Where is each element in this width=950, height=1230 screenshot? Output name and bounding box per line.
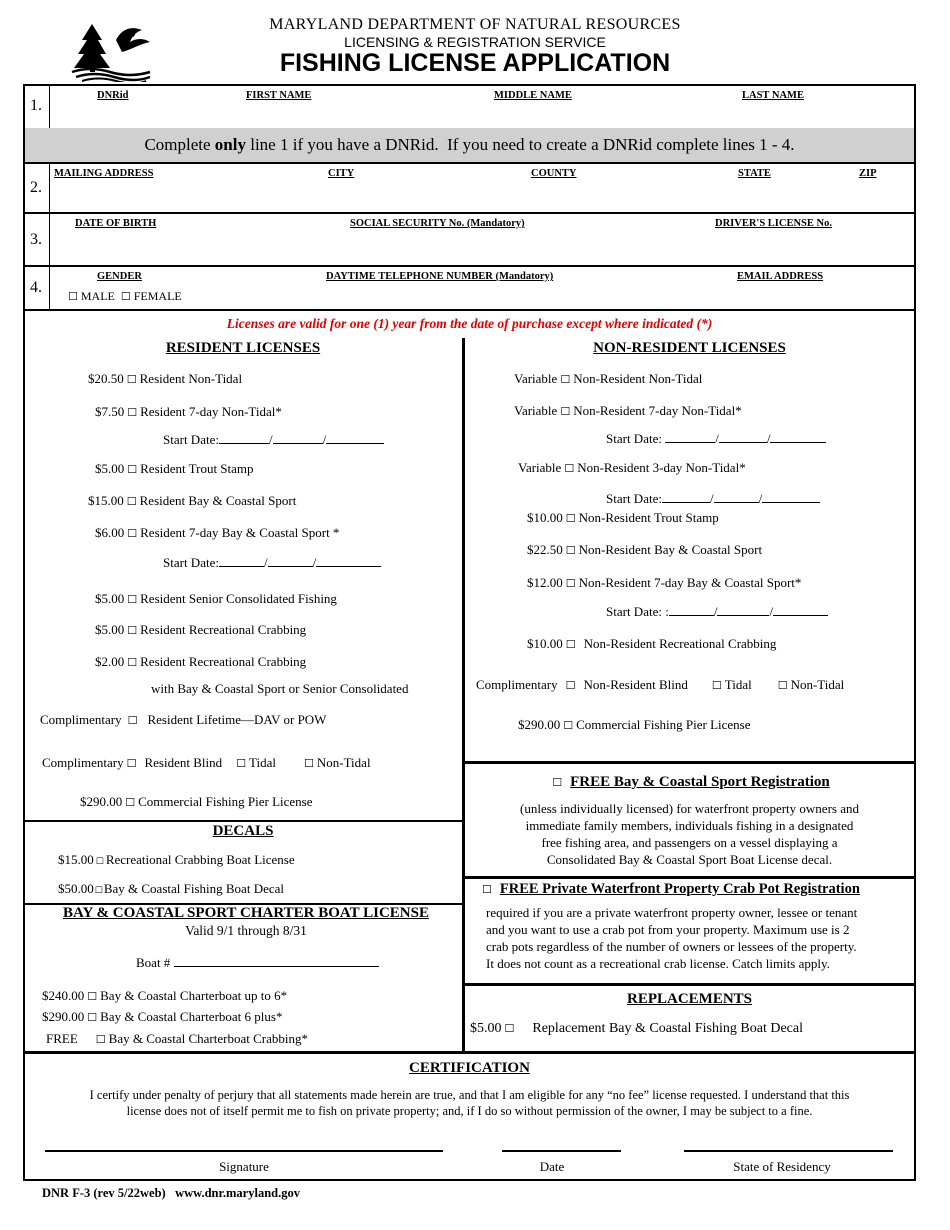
female-label: FEMALE: [133, 289, 182, 303]
label: Non-Resident Blind: [583, 677, 688, 692]
dnr-logo: [70, 20, 152, 82]
validity-note: Licenses are valid for one (1) year from the date of purchase except where indicated (*): [226, 316, 713, 331]
footer: [42, 1186, 300, 1201]
checkbox[interactable]: ☐: [126, 373, 137, 386]
label: Commercial Fishing Pier License: [576, 717, 751, 732]
tidal-label: Tidal: [724, 677, 752, 692]
state-line[interactable]: [684, 1150, 893, 1152]
price: Variable: [514, 403, 558, 418]
instruction-banner: [23, 128, 916, 162]
checkbox[interactable]: ☐: [127, 714, 138, 727]
nonresident-item[interactable]: [518, 717, 751, 733]
price: $240.00: [42, 988, 85, 1003]
label: Resident Blind: [144, 755, 223, 770]
divider: [23, 820, 463, 822]
website-url[interactable]: www.dnr.maryland.gov: [175, 1186, 300, 1200]
tidal-checkbox[interactable]: ☐: [236, 757, 246, 770]
price: $290.00: [518, 717, 561, 732]
tidal-label: Tidal: [249, 755, 276, 770]
text-line: license does not of itself permit me to fish on private property; and, if I do so without permission of the owner, I may be subject to a fine.: [126, 1104, 813, 1118]
row-number: 1.: [23, 84, 50, 128]
start-date-label: Start Date: :: [606, 604, 669, 619]
label: Commercial Fishing Pier License: [138, 794, 313, 809]
first-name-label: FIRST NAME: [246, 90, 312, 101]
start-date-label: Start Date:: [606, 491, 662, 506]
state-label: State of Residency: [733, 1159, 831, 1174]
resident-item[interactable]: [40, 712, 326, 728]
ssn-label: SOCIAL SECURITY No. (Mandatory): [350, 218, 525, 229]
price: Complimentary: [40, 712, 122, 727]
price: $290.00: [80, 794, 123, 809]
price: $15.00: [88, 493, 124, 508]
nonresident-item[interactable]: [527, 575, 801, 591]
dnrid-label: DNRid: [97, 90, 129, 101]
resident-item[interactable]: [95, 622, 306, 638]
label: Recreational Crabbing Boat License: [105, 852, 295, 867]
mailing-address-label: MAILING ADDRESS: [54, 168, 154, 179]
banner-text-post: line 1 if you have a DNRid. If you need to create a DNRid complete lines 1 - 4.: [245, 135, 795, 154]
city-label: CITY: [328, 168, 355, 179]
charter-item[interactable]: [42, 988, 287, 1004]
checkbox[interactable]: ☐: [94, 886, 103, 896]
label: Resident Lifetime—DAV or POW: [147, 712, 327, 727]
resident-item[interactable]: [88, 493, 296, 509]
label: Non-Resident Non-Tidal: [573, 371, 703, 386]
label: Resident Non-Tidal: [139, 371, 243, 386]
state-label: STATE: [738, 168, 771, 179]
charter-valid: Valid 9/1 through 8/31: [185, 923, 307, 938]
price: $6.00: [95, 525, 125, 540]
decal-item[interactable]: [58, 881, 284, 897]
middle-name-label: MIDDLE NAME: [494, 90, 572, 101]
checkbox[interactable]: ☐: [565, 512, 576, 525]
checkbox[interactable]: ☐: [126, 495, 137, 508]
price: $5.00: [470, 1021, 502, 1036]
male-checkbox[interactable]: ☐: [68, 290, 78, 303]
dob-label: DATE OF BIRTH: [75, 218, 157, 229]
free-crab-heading-text: FREE Private Waterfront Property Crab Pot Registration: [499, 881, 860, 897]
price: $290.00: [42, 1009, 85, 1024]
non-tidal-label: Non-Tidal: [316, 755, 371, 770]
replacement-item[interactable]: [470, 1021, 803, 1037]
start-date-label: Start Date:: [606, 431, 662, 446]
price: $15.00: [58, 852, 94, 867]
nonresident-item[interactable]: [514, 371, 702, 387]
certification-text: [30, 1087, 909, 1119]
checkbox[interactable]: ☐: [95, 857, 104, 867]
boat-number-field[interactable]: [136, 954, 379, 971]
nonresident-item[interactable]: [527, 636, 776, 652]
resident-heading: RESIDENT LICENSES: [165, 340, 321, 356]
checkbox[interactable]: ☐: [564, 462, 575, 475]
row-4: [23, 267, 916, 311]
nonresident-blind-item[interactable]: [476, 677, 844, 693]
male-label: MALE: [80, 289, 115, 303]
free-crab-text: [486, 904, 914, 972]
text-line: required if you are a private waterfront property owner, lessee or tenant: [486, 905, 858, 920]
nonresident-item[interactable]: [527, 542, 762, 558]
label: Non-Resident Trout Stamp: [578, 510, 719, 525]
crabbing-note: with Bay & Coastal Sport or Senior Consolidated: [151, 681, 409, 696]
start-date-field[interactable]: Start Date: : / /: [606, 603, 828, 620]
service-name: LICENSING & REGISTRATION SERVICE: [344, 34, 606, 50]
tidal-checkbox[interactable]: ☐: [711, 679, 722, 692]
nonresident-heading: NON-RESIDENT LICENSES: [593, 340, 786, 356]
label: Replacement Bay & Coastal Fishing Boat Decal: [532, 1021, 803, 1036]
non-tidal-checkbox[interactable]: ☐: [303, 757, 314, 770]
price: $5.00: [95, 591, 125, 606]
date-line[interactable]: [502, 1150, 621, 1152]
resident-blind-item[interactable]: [42, 755, 371, 771]
start-date-field[interactable]: Start Date: / /: [163, 554, 381, 571]
row-2: [23, 162, 916, 214]
drivers-license-label: DRIVER'S LICENSE No.: [715, 218, 832, 229]
text-line: Consolidated Bay & Coastal Sport Boat License decal.: [546, 852, 833, 867]
price: $10.00: [527, 510, 563, 525]
agency-name: MARYLAND DEPARTMENT OF NATURAL RESOURCES: [269, 16, 681, 33]
gender-label: GENDER: [97, 271, 142, 282]
banner-text-bold: only: [214, 135, 246, 154]
checkbox[interactable]: ☐: [560, 373, 571, 386]
nonresident-item[interactable]: [518, 460, 746, 476]
label: Bay & Coastal Charterboat up to 6*: [100, 988, 288, 1003]
checkbox[interactable]: ☐: [565, 577, 576, 590]
text-line: and you want to use a crab pot from your property. Maximum use is 2: [486, 922, 850, 937]
label: Non-Resident 3-day Non-Tidal*: [577, 460, 746, 475]
label: Bay & Coastal Charterboat 6 plus*: [100, 1009, 283, 1024]
label: Non-Resident 7-day Bay & Coastal Sport*: [578, 575, 802, 590]
label: Bay & Coastal Charterboat Crabbing*: [108, 1031, 308, 1046]
divider: [463, 983, 916, 986]
text-line: immediate family members, individuals fishing in a designated: [525, 818, 854, 833]
start-date-field[interactable]: Start Date: / /: [163, 431, 384, 448]
checkbox[interactable]: ☐: [125, 796, 136, 809]
checkbox[interactable]: ☐: [560, 405, 571, 418]
text-line: crab pots regardless of the number of owners or lessees of the property.: [486, 939, 857, 954]
county-label: COUNTY: [531, 168, 577, 179]
non-tidal-label: Non-Tidal: [790, 677, 845, 692]
free-bay-heading: [465, 774, 914, 791]
row-number: 3.: [23, 214, 50, 265]
text-line: I certify under penalty of perjury that all statements made herein are true, and that I am eligible for any “no fee” license requested. I understand that this: [89, 1088, 850, 1102]
checkbox[interactable]: ☐: [127, 656, 138, 669]
column-divider: [462, 338, 465, 1053]
free-bay-text: [465, 800, 914, 868]
start-date-label: Start Date:: [163, 432, 219, 447]
resident-item[interactable]: [95, 654, 306, 670]
label: Resident Bay & Coastal Sport: [139, 493, 297, 508]
non-tidal-checkbox[interactable]: ☐: [777, 679, 788, 692]
female-checkbox[interactable]: ☐: [120, 290, 131, 303]
price: $20.50: [88, 371, 124, 386]
checkbox[interactable]: ☐: [565, 544, 576, 557]
nonresident-item[interactable]: [527, 510, 719, 526]
label: Resident Recreational Crabbing: [140, 654, 307, 669]
row-number: 2.: [23, 164, 50, 212]
checkbox[interactable]: ☐: [87, 990, 98, 1003]
date-label: Date: [539, 1159, 565, 1174]
label: Non-Resident Bay & Coastal Sport: [578, 542, 763, 557]
charter-heading: BAY & COASTAL SPORT CHARTER BOAT LICENSE: [63, 905, 429, 921]
start-date-field[interactable]: Start Date: / /: [606, 430, 826, 447]
form-number: DNR F-3 (rev 5/22web): [42, 1186, 166, 1200]
form-title: FISHING LICENSE APPLICATION: [279, 49, 671, 77]
last-name-label: LAST NAME: [742, 90, 804, 101]
price: Variable: [514, 371, 558, 386]
label: Resident Recreational Crabbing: [140, 622, 307, 637]
checkbox[interactable]: ☐: [127, 463, 138, 476]
nonresident-item[interactable]: [514, 403, 742, 419]
free-crab-checkbox[interactable]: ☐: [482, 883, 492, 896]
checkbox[interactable]: ☐: [127, 406, 138, 419]
replacements-heading: REPLACEMENTS: [626, 991, 753, 1007]
start-date-label: Start Date:: [163, 555, 219, 570]
text-line: free fishing area, and passengers on a vessel displaying a: [541, 835, 838, 850]
free-crab-heading: [465, 881, 914, 898]
price: $10.00: [527, 636, 563, 651]
signature-label: Signature: [219, 1159, 269, 1174]
checkbox[interactable]: ☐: [127, 593, 138, 606]
phone-label: DAYTIME TELEPHONE NUMBER (Mandatory): [326, 271, 554, 282]
checkbox[interactable]: ☐: [565, 679, 576, 692]
price: Complimentary: [42, 755, 124, 770]
checkbox[interactable]: ☐: [126, 757, 137, 770]
divider: [463, 876, 916, 879]
checkbox[interactable]: ☐: [127, 624, 138, 637]
start-date-field[interactable]: Start Date: / /: [606, 490, 820, 507]
label: Resident Trout Stamp: [140, 461, 254, 476]
free-bay-checkbox[interactable]: ☐: [552, 776, 563, 789]
price: $50.00: [58, 881, 94, 896]
price: $7.50: [95, 404, 125, 419]
label: Resident 7-day Non-Tidal*: [140, 404, 282, 419]
charter-item[interactable]: [42, 1009, 282, 1025]
banner-text-pre: Complete: [144, 135, 215, 154]
boat-label: Boat #: [136, 955, 171, 970]
resident-item[interactable]: [95, 461, 254, 477]
signature-line[interactable]: [45, 1150, 443, 1152]
price: Variable: [518, 460, 562, 475]
row-number: 4.: [23, 267, 50, 309]
text-line: (unless individually licensed) for waterfront property owners and: [520, 801, 859, 816]
resident-item[interactable]: [95, 404, 282, 420]
price: $12.00: [527, 575, 563, 590]
checkbox[interactable]: ☐: [95, 1033, 106, 1046]
decals-heading: DECALS: [212, 823, 274, 839]
label: Non-Resident Recreational Crabbing: [583, 636, 777, 651]
resident-item[interactable]: [95, 525, 339, 541]
checkbox[interactable]: ☐: [565, 638, 576, 651]
gender-options: [65, 289, 182, 304]
price: $5.00: [95, 461, 125, 476]
charter-item[interactable]: [46, 1031, 308, 1047]
resident-item[interactable]: [88, 371, 242, 387]
dnrid-field[interactable]: [52, 104, 912, 126]
certification-heading: CERTIFICATION: [409, 1060, 530, 1076]
zip-label: ZIP: [859, 168, 877, 179]
label: Resident Senior Consolidated Fishing: [140, 591, 337, 606]
label: Non-Resident 7-day Non-Tidal*: [573, 403, 742, 418]
resident-item[interactable]: [95, 591, 337, 607]
decal-item[interactable]: [58, 852, 295, 868]
price: FREE: [46, 1031, 78, 1046]
label: Bay & Coastal Fishing Boat Decal: [103, 881, 284, 896]
price: $5.00: [95, 622, 125, 637]
price: Complimentary: [476, 677, 558, 692]
text-line: It does not count as a recreational crab license. Catch limits apply.: [486, 956, 830, 971]
resident-item[interactable]: [80, 794, 313, 810]
label: Resident 7-day Bay & Coastal Sport *: [140, 525, 340, 540]
email-label: EMAIL ADDRESS: [737, 271, 824, 282]
row-3: [23, 214, 916, 267]
price: $2.00: [95, 654, 125, 669]
price: $22.50: [527, 542, 563, 557]
checkbox[interactable]: ☐: [87, 1011, 98, 1024]
divider: [23, 1051, 916, 1054]
checkbox[interactable]: ☐: [563, 719, 574, 732]
divider: [463, 761, 916, 764]
checkbox[interactable]: ☐: [127, 527, 138, 540]
free-bay-heading-text: FREE Bay & Coastal Sport Registration: [570, 774, 830, 790]
checkbox[interactable]: ☐: [504, 1022, 515, 1035]
